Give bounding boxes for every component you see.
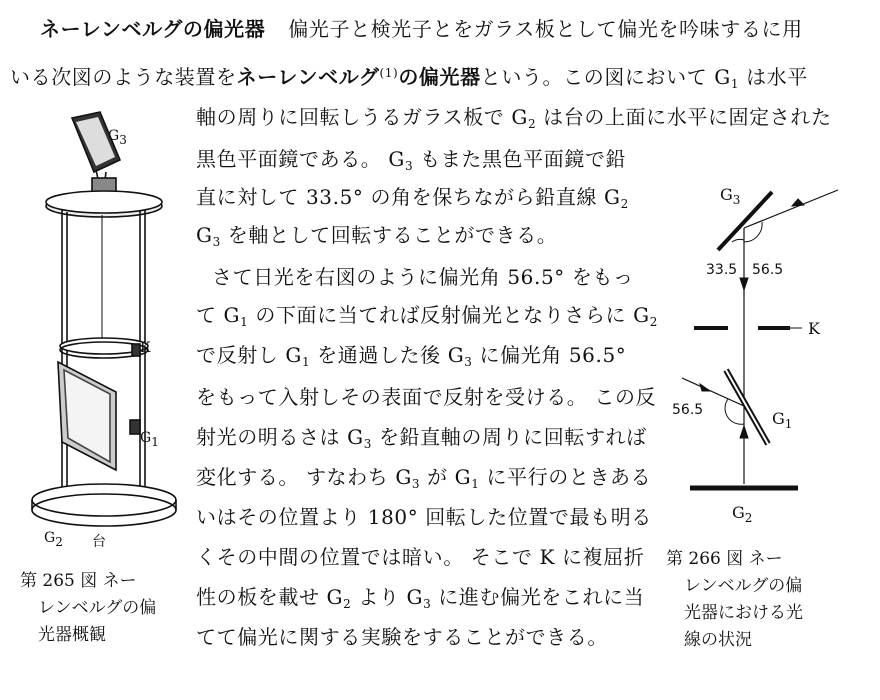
fig265-label-g3 (108, 128, 127, 148)
subscript: 3 (119, 133, 127, 147)
section-heading: ネーレンベルグの偏光器 (40, 17, 266, 41)
text-segment: は台の上面に水平に固定された (536, 105, 832, 129)
text-segment: てて偏光に関する実験をすることができる。 (196, 625, 608, 649)
label-text: G (772, 409, 785, 428)
text-segment: さて日光を右図のように偏光角 56.5° をもっ (212, 265, 634, 289)
subscript: 3 (732, 193, 741, 207)
text-line-10 (196, 382, 656, 412)
text-line-8 (196, 300, 658, 337)
subscript: 2 (55, 535, 63, 549)
text-segment: に偏光角 56.5° (472, 343, 627, 367)
text-segment: G (196, 223, 213, 247)
subscript: 2 (620, 197, 629, 211)
text-segment: 性の板を載せ G (196, 585, 344, 609)
text-segment: をもって入射しその表面で反射を受ける。 この反 (196, 385, 657, 409)
subscript: 1 (301, 355, 311, 369)
label-text: G (140, 430, 152, 446)
fig266-label-k: K (808, 319, 820, 338)
text-segment: で反射し G (196, 343, 302, 367)
text-segment: は水平 (739, 65, 808, 89)
text-line-2 (10, 58, 808, 99)
text-line-5 (196, 182, 629, 219)
text-segment: に進む偏光をこれに当 (431, 585, 645, 609)
text-line-15 (196, 582, 644, 619)
figure-266-caption-line: 第 266 図 ネー (666, 549, 783, 569)
text-segment: もまた黒色平面鏡で鉛 (413, 147, 627, 171)
subscript: 3 (423, 597, 432, 611)
subscript: 1 (151, 435, 159, 449)
subscript: 2 (343, 597, 352, 611)
text-line-13 (196, 502, 652, 532)
text-segment: の下面に当てれば反射偏光となりさらに G (248, 303, 650, 327)
text-line-11 (196, 422, 647, 459)
figure-266-caption-line: 線の状況 (684, 630, 752, 650)
subscript: 3 (212, 235, 221, 249)
text-segment: より G (351, 585, 424, 609)
figure-265-caption-line: レンベルグの偏 (38, 598, 157, 618)
fig266-angle-left: 33.5 (706, 262, 738, 278)
text-line-6 (196, 220, 557, 257)
text-segment: いる次図のような装置を (10, 65, 237, 89)
text-line-16 (196, 622, 608, 652)
subscript: 3 (411, 477, 421, 491)
subscript: 2 (527, 117, 537, 131)
text-line-9 (196, 340, 626, 377)
subscript: 1 (784, 417, 793, 431)
text-segment: を通過した後 G (310, 343, 465, 367)
fig266-angle-right: 56.5 (752, 262, 784, 278)
subscript: 1 (471, 477, 480, 491)
fig266-label-g1 (772, 410, 792, 433)
text-line-12 (196, 462, 651, 499)
fig265-label-g1 (140, 430, 159, 450)
text-segment: という。この図において G (480, 65, 731, 89)
text-segment: に平行のときある (479, 465, 652, 489)
text-segment: 軸の周りに回転しうるガラス板で G (196, 105, 528, 129)
text-line-1 (40, 14, 803, 44)
text-segment: が G (420, 465, 472, 489)
label-text: G (108, 128, 120, 144)
label-text: G (732, 503, 745, 522)
fig265-label-g2 (44, 530, 63, 550)
text-line-7 (212, 262, 634, 292)
text-segment: 変化する。 すなわち G (196, 465, 412, 489)
figure-265-caption-line: 光器概観 (38, 625, 106, 645)
figure-266-caption-line: レンベルグの偏 (684, 576, 803, 596)
figure-265-caption-line: 第 265 図 ネー (20, 571, 137, 591)
subscript: 3 (464, 355, 473, 369)
fig266-angle-g1: 56.5 (672, 402, 704, 418)
text-segment: を鉛直軸の周りに回転すれば (371, 425, 647, 449)
label-text: G (720, 185, 733, 204)
text-segment: くその中間の位置では暗い。 そこで K に複屈折 (196, 545, 645, 569)
term-bold: ネーレンベルグ (236, 65, 380, 89)
term-bold: の偏光器 (398, 65, 481, 89)
subscript: 2 (649, 315, 658, 329)
footnote-ref: (1) (379, 66, 399, 80)
text-segment: 偏光子と検光子とをガラス板として偏光を吟味するに用 (288, 17, 803, 41)
figure-266-ray-diagram (670, 178, 860, 518)
text-segment: 直に対して 33.5° の角を保ちながら鉛直線 G (196, 185, 621, 209)
text-segment: を軸として回転することができる。 (220, 223, 558, 247)
fig265-label-base: 台 (92, 534, 106, 550)
figure-265-apparatus (20, 100, 200, 560)
text-line-14 (196, 542, 644, 572)
text-line-4 (196, 144, 626, 181)
subscript: 2 (744, 511, 753, 525)
fig266-label-g2 (732, 504, 752, 527)
text-segment: 黒色平面鏡である。 G (196, 147, 405, 171)
fig265-label-k: K (140, 340, 151, 356)
label-text: G (44, 530, 56, 546)
text-segment: いはその位置より 180° 回転した位置で最も明る (196, 505, 652, 529)
text-segment: 射光の明るさは G (196, 425, 364, 449)
text-line-3 (196, 102, 832, 139)
subscript: 1 (240, 315, 249, 329)
text-segment: て G (196, 303, 241, 327)
figure-266-caption-line: 光器における光 (684, 603, 803, 623)
subscript: 3 (404, 159, 414, 173)
fig266-label-g3 (720, 186, 740, 209)
subscript: 1 (730, 77, 740, 91)
subscript: 3 (363, 437, 372, 451)
